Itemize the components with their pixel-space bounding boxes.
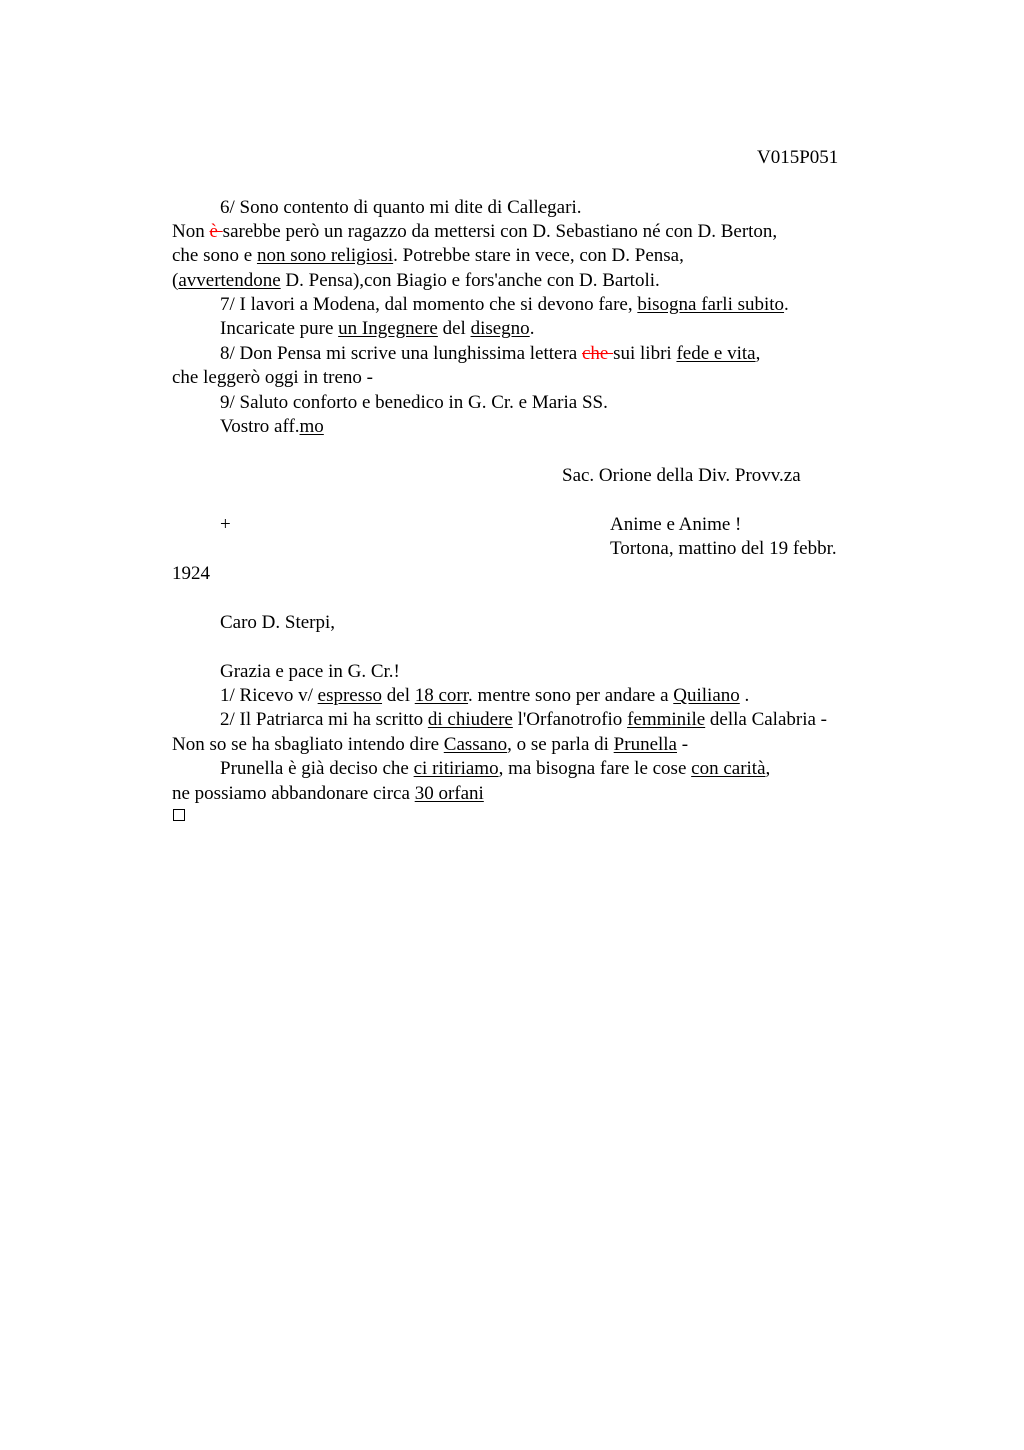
paragraph-7-line-2 — [220, 317, 534, 341]
underlined-text: di chiudere — [427, 709, 513, 730]
text-segment: , — [755, 343, 761, 364]
paragraph-8-line-1 — [220, 342, 760, 366]
underlined-text: 30 orfani — [414, 783, 484, 804]
paragraph-6-line-3 — [172, 244, 684, 268]
underlined-text: femminile — [627, 709, 706, 730]
motto: Anime e Anime ! — [610, 514, 742, 535]
paragraph-8-line-2: che leggerò oggi in treno - — [172, 367, 374, 388]
text-segment: 8/ Don Pensa mi scrive una lunghissima lettera — [220, 343, 582, 364]
closing-line — [220, 415, 324, 439]
page-code: V015P051 — [757, 147, 839, 168]
underlined-text: con carità — [691, 758, 766, 779]
deleted-text: che — [581, 343, 614, 364]
text-segment: . — [784, 294, 789, 315]
underlined-text: avvertendone — [178, 270, 281, 291]
text-segment: l'Orfanotrofio — [512, 709, 628, 730]
text-segment: - — [677, 734, 689, 755]
text-segment: sui libri — [613, 343, 677, 364]
underlined-text: disegno — [470, 318, 530, 339]
paragraph-2-line-1 — [220, 708, 827, 732]
underlined-text: fede e vita — [676, 343, 756, 364]
paragraph-9-line-1: 9/ Saluto conforto e benedico in G. Cr. e Maria SS. — [220, 392, 608, 413]
place-date: Tortona, mattino del 19 febbr. — [610, 538, 837, 559]
text-segment: . — [529, 318, 535, 339]
underlined-text: 18 corr — [414, 685, 469, 706]
paragraph-3-line-1 — [220, 757, 770, 781]
paragraph-2-line-2 — [172, 733, 688, 757]
text-segment: 7/ I lavori a Modena, dal momento che si devono fare, — [220, 294, 638, 315]
text-segment: , — [765, 758, 771, 779]
text-segment: . Potrebbe stare in vece, con D. Pensa, — [393, 245, 684, 266]
text-segment: Non so se ha sbagliato intendo dire — [172, 734, 444, 755]
salutation: Caro D. Sterpi, — [220, 612, 336, 633]
text-segment: sarebbe però un ragazzo da mettersi con D. Sebastiano né con D. Berton, — [222, 221, 778, 242]
greeting: Grazia e pace in G. Cr.! — [220, 661, 400, 682]
text-segment: , o se parla di — [507, 734, 614, 755]
text-segment: del — [382, 685, 415, 706]
year: 1924 — [172, 563, 210, 584]
text-segment: Non — [172, 221, 210, 242]
paragraph-1-line-1 — [220, 684, 749, 708]
text-segment: Incaricate pure — [220, 318, 339, 339]
underlined-text: ci ritiriamo — [413, 758, 499, 779]
paragraph-6-line-4 — [172, 269, 660, 293]
text-segment: ( — [172, 270, 179, 291]
underlined-text: bisogna farli subito — [637, 294, 785, 315]
underlined-text: Prunella — [613, 734, 677, 755]
text-segment: . mentre sono per andare a — [468, 685, 674, 706]
text-segment: . — [739, 685, 750, 706]
underlined-text: Cassano — [443, 734, 508, 755]
paragraph-3-line-2 — [172, 782, 484, 806]
paragraph-6-line-1: 6/ Sono contento di quanto mi dite di Callegari. — [220, 197, 582, 218]
text-segment: che sono e — [172, 245, 257, 266]
text-segment: , ma bisogna fare le cose — [498, 758, 692, 779]
text-segment: D. Pensa),con Biagio e fors'anche con D. Bartoli. — [280, 270, 660, 291]
text-segment: ne possiamo abbandonare circa — [172, 783, 415, 804]
cross-mark: + — [220, 514, 231, 535]
paragraph-6-line-2 — [172, 220, 777, 244]
text-segment: Vostro aff. — [220, 416, 300, 437]
text-segment: Prunella è già deciso che — [220, 758, 414, 779]
underlined-text: mo — [299, 416, 324, 437]
empty-square-glyph — [173, 809, 185, 821]
text-segment: 2/ Il Patriarca mi ha scritto — [220, 709, 428, 730]
underlined-text: Quiliano — [673, 685, 740, 706]
underlined-text: non sono religiosi — [256, 245, 394, 266]
text-segment: 1/ Ricevo v/ — [220, 685, 318, 706]
text-segment: del — [437, 318, 471, 339]
underlined-text: un Ingegnere — [338, 318, 438, 339]
text-segment: della Calabria - — [705, 709, 828, 730]
signature: Sac. Orione della Div. Provv.za — [562, 465, 801, 486]
paragraph-7-line-1 — [220, 293, 789, 317]
underlined-text: espresso — [317, 685, 383, 706]
deleted-text: è — [209, 221, 223, 242]
